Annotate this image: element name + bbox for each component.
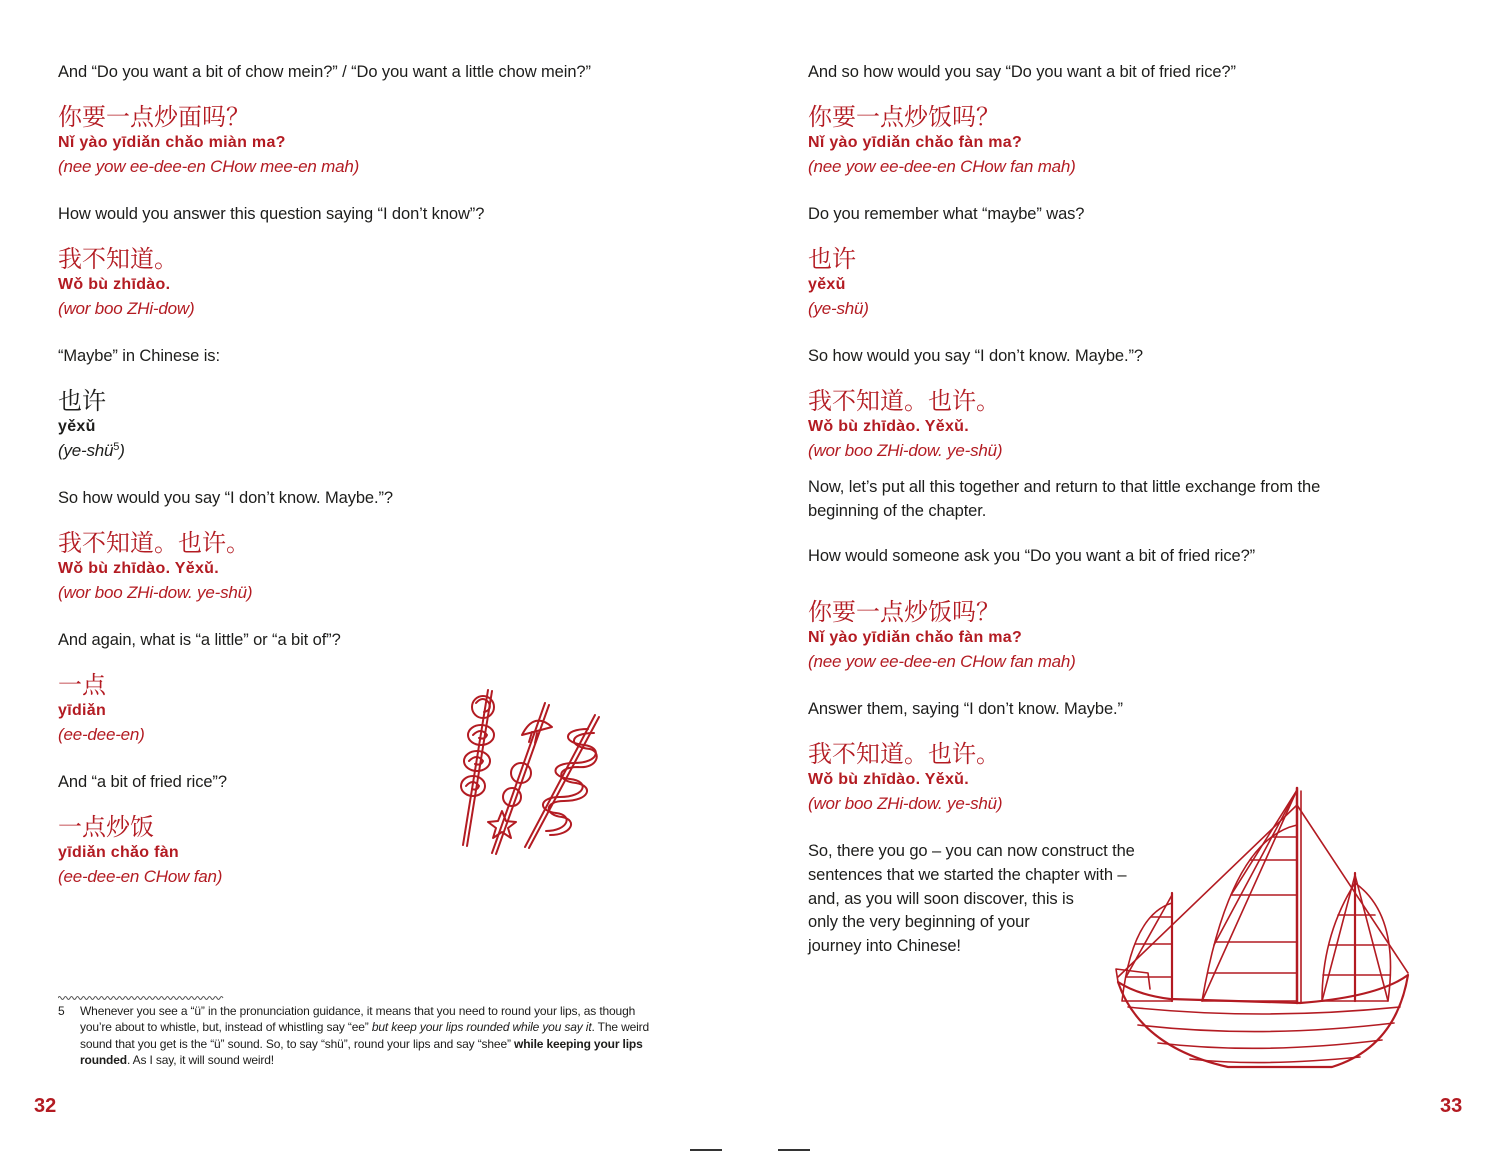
paragraph-line: journey into Chinese! bbox=[808, 937, 961, 955]
bow-sail bbox=[1322, 883, 1391, 1001]
footnote-text-run: you’re about to whistle, but, instead of whistling say “ee” bbox=[80, 1020, 372, 1035]
prompt-text: So how would you say “I don’t know. Maybe.”? bbox=[808, 347, 1143, 365]
rigging-line bbox=[1355, 875, 1388, 1001]
footnote-text bbox=[80, 1003, 649, 1069]
pinyin: yěxǔ bbox=[808, 276, 846, 293]
stern-rail bbox=[1116, 969, 1150, 989]
footnote-text-run: sound that you get is the “ü” sound. So, to say “shü”, round your lips and say “shee” bbox=[80, 1036, 515, 1051]
prompt-text: Do you remember what “maybe” was? bbox=[808, 205, 1085, 223]
footnote-strong: while keeping your lips bbox=[514, 1036, 643, 1051]
pronunciation-text: (ye-shü bbox=[58, 441, 114, 460]
pronunciation-guide: (wor boo ZHi-dow. ye-shü) bbox=[808, 794, 1003, 813]
page-number-right: 33 bbox=[1440, 1095, 1463, 1117]
paragraph-line: sentences that we started the chapter with – bbox=[808, 865, 1127, 884]
pinyin: Nǐ yào yīdiǎn chǎo fàn ma? bbox=[808, 629, 1023, 646]
closing-paragraph bbox=[808, 840, 1135, 959]
prompt-text: And again, what is “a little” or “a bit of”? bbox=[58, 631, 341, 649]
main-mast-and-sail bbox=[1118, 788, 1408, 1003]
chinese-characters: 你要一点炒饭吗？ bbox=[808, 103, 1000, 131]
hull-plank bbox=[1158, 1040, 1382, 1048]
footnote-text-run: Whenever you see a “ü” in the pronunciation guidance, it means that you need to round your lips, as though bbox=[80, 1004, 636, 1018]
chinese-characters: 你要一点炒饭吗？ bbox=[808, 598, 1000, 626]
pinyin: Wǒ bù zhīdào. Yěxǔ. bbox=[58, 560, 219, 577]
pronunciation-guide: (nee yow ee-dee-en CHow fan mah) bbox=[808, 652, 1076, 671]
rigging-line bbox=[1118, 805, 1297, 977]
chinese-characters: 我不知道。也许。 bbox=[808, 387, 1000, 415]
pinyin: Wǒ bù zhīdào. bbox=[58, 276, 171, 293]
hull-plank bbox=[1128, 1007, 1400, 1014]
pinyin: yīdiǎn bbox=[58, 702, 107, 719]
ship-hull bbox=[1116, 969, 1408, 1067]
hull-outline bbox=[1118, 975, 1408, 1067]
prompt-text: How would you answer this question saying “I don’t know”? bbox=[58, 205, 485, 223]
pinyin: Wǒ bù zhīdào. Yěxǔ. bbox=[808, 418, 969, 435]
pronunciation-guide: (wor boo ZHi-dow. ye-shü) bbox=[58, 583, 253, 602]
rigging-line bbox=[1322, 875, 1355, 1001]
wavy-meat-shape bbox=[543, 729, 596, 831]
rigging-line bbox=[1231, 790, 1297, 895]
footnote-line bbox=[80, 1019, 649, 1035]
pronunciation-guide bbox=[58, 440, 125, 462]
pinyin: Wǒ bù zhīdào. Yěxǔ. bbox=[808, 771, 969, 788]
pronunciation-close: ) bbox=[119, 441, 125, 460]
wavy-meat-edge bbox=[549, 733, 597, 835]
footnote-line bbox=[80, 1036, 649, 1052]
pronunciation-guide: (ye-shü) bbox=[808, 299, 869, 318]
rigging-line bbox=[1297, 805, 1408, 973]
footnote-text-run: . The weird bbox=[591, 1020, 650, 1035]
footnote-line bbox=[80, 1003, 649, 1019]
prompt-text: How would someone ask you “Do you want a bit of fried rice?” bbox=[808, 547, 1256, 565]
food-skewers-illustration bbox=[450, 685, 605, 860]
pronunciation-guide: (ee-dee-en CHow fan) bbox=[58, 867, 223, 886]
hull-plank bbox=[1138, 1023, 1394, 1032]
chinese-characters: 我不知道。 bbox=[58, 245, 178, 273]
pinyin: yīdiǎn chǎo fàn bbox=[58, 844, 179, 861]
chinese-characters: 一点 bbox=[58, 671, 106, 699]
skewer-stick bbox=[492, 703, 545, 853]
paragraph-line: Now, let’s put all this together and return to that little exchange from the bbox=[808, 478, 1321, 496]
middle-skewer bbox=[488, 703, 552, 854]
right-page bbox=[750, 0, 1500, 1151]
page-number-left: 32 bbox=[34, 1095, 57, 1117]
skewer-stick-edge bbox=[529, 717, 599, 848]
pronunciation-guide: (ee-dee-en) bbox=[58, 725, 145, 744]
chinese-characters: 我不知道。也许。 bbox=[808, 740, 1000, 768]
pronunciation-guide: (nee yow ee-dee-en CHow mee-en mah) bbox=[58, 157, 360, 176]
footnote-reference: 5 bbox=[113, 441, 120, 453]
prompt-text: “Maybe” in Chinese is: bbox=[58, 347, 220, 365]
footnote-emphasis: but keep your lips rounded while you say it bbox=[371, 1020, 592, 1035]
paragraph-line: beginning of the chapter. bbox=[808, 502, 987, 520]
pronunciation-guide: (nee yow ee-dee-en CHow fan mah) bbox=[808, 157, 1076, 176]
chinese-junk-ship-illustration bbox=[1110, 785, 1415, 1075]
pinyin: yěxǔ bbox=[58, 418, 96, 435]
prompt-text: So how would you say “I don’t know. Maybe.”? bbox=[58, 489, 393, 507]
footnote-strong: rounded bbox=[80, 1053, 127, 1068]
paragraph-line: only the very beginning of your bbox=[808, 913, 1030, 932]
footnote-text-run: . As I say, it will sound weird! bbox=[126, 1053, 274, 1068]
pronunciation-guide: (wor boo ZHi-dow) bbox=[58, 299, 195, 318]
prompt-text: And “Do you want a bit of chow mein?” / “Do you want a little chow mein?” bbox=[58, 63, 591, 81]
footnote-line bbox=[80, 1052, 649, 1068]
chinese-characters: 你要一点炒面吗？ bbox=[58, 103, 250, 131]
prompt-text: And so how would you say “Do you want a bit of fried rice?” bbox=[808, 63, 1236, 81]
footnote-separator bbox=[58, 994, 228, 1002]
bow-mast-and-sail bbox=[1322, 873, 1391, 1001]
chinese-characters: 我不知道。也许。 bbox=[58, 529, 250, 557]
chinese-characters: 一点炒饭 bbox=[58, 813, 154, 841]
hull-plank bbox=[1190, 1057, 1360, 1063]
footnote-number: 5 bbox=[58, 1004, 65, 1018]
shrimp-curl bbox=[476, 699, 490, 712]
prompt-text: Answer them, saying “I don’t know. Maybe.” bbox=[808, 700, 1123, 718]
chinese-characters: 也许 bbox=[808, 245, 856, 273]
pinyin: Nǐ yào yīdiǎn chǎo fàn ma? bbox=[808, 134, 1023, 151]
prompt-text: And “a bit of fried rice”? bbox=[58, 773, 227, 791]
pinyin: Nǐ yào yīdiǎn chǎo miàn ma? bbox=[58, 134, 286, 151]
stern-mast-and-sail bbox=[1122, 893, 1172, 1001]
paragraph-line: So, there you go – you can now construct the bbox=[808, 842, 1135, 860]
rigging-line bbox=[1126, 895, 1172, 977]
summary-paragraph bbox=[808, 475, 1320, 523]
chinese-characters: 也许 bbox=[58, 387, 106, 415]
paragraph-line: and, as you will soon discover, this is bbox=[808, 889, 1074, 908]
pronunciation-guide: (wor boo ZHi-dow. ye-shü) bbox=[808, 441, 1003, 460]
skewer-stick-edge bbox=[496, 705, 549, 854]
rigging-line bbox=[1214, 790, 1297, 945]
